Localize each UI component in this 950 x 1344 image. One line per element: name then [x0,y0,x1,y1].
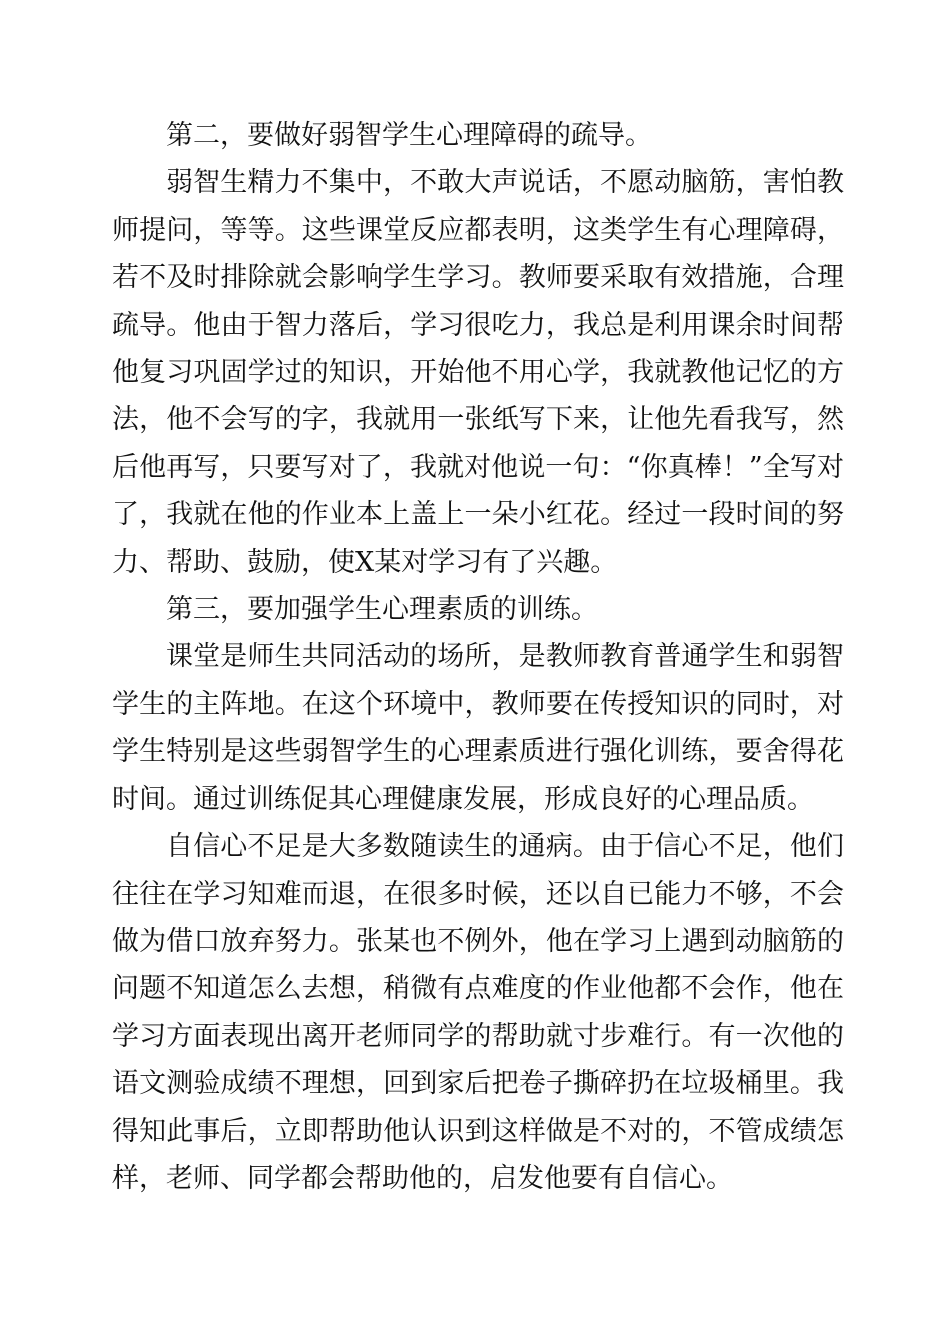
section-heading-second: 第二，要做好弱智学生心理障碍的疏导。 [166,120,652,151]
body-paragraph: 课堂是师生共同活动的场所，是教师教育普通学生和弱智学生的主阵地。在这个环境中，教师要在传授知识的同时，对学生特别是这些弱智学生的心理素质进行强化训练，要舍得花时间。通过训练促其心理健康发展，形成良好的心理品质。 [112,641,844,815]
section-heading-third: 第三，要加强学生心理素质的训练。 [166,594,598,626]
document-body [112,112,844,1202]
body-paragraph: 弱智生精力不集中，不敢大声说话，不愿动脑筋，害怕教师提问，等等。这些课堂反应都表明，这类学生有心理障碍，若不及时排除就会影响学生学习。教师要采取有效措施，合理疏导。他由于智力落后，学习很吃力，我总是利用课余时间帮他复习巩固学过的知识，开始他不用心学，我就教他记忆的方法，他不会写的字，我就用一张纸写下来，让他先看我写，然后他再写，只要写对了，我就对他说一句：“你真棒！”全写对了，我就在他的作业本上盖上一朵小红花。经过一段时间的努力、帮助、鼓励，使X某对学习有了兴趣。 [112,167,844,578]
body-paragraph: 自信心不足是大多数随读生的通病。由于信心不足，他们往往在学习知难而退，在很多时候，还以自已能力不够，不会做为借口放弃努力。张某也不例外，他在学习上遇到动脑筋的问题不知道怎么去想，稍微有点难度的作业他都不会作，他在学习方面表现出离开老师同学的帮助就寸步难行。有一次他的语文测验成绩不理想，回到家后把卷子撕碎扔在垃圾桶里。我得知此事后，立即帮助他认识到这样做是不对的，不管成绩怎样，老师、同学都会帮助他的，启发他要有自信心。 [112,831,844,1194]
